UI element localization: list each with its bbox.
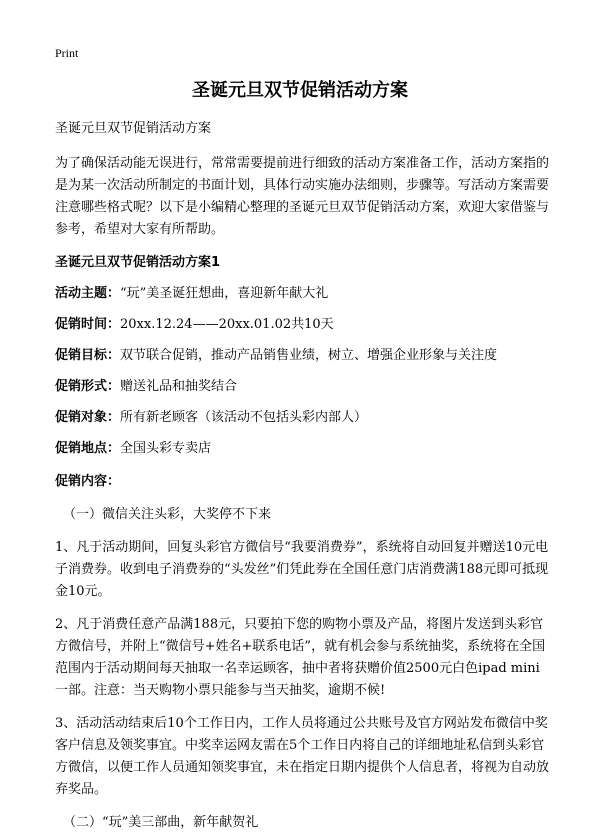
intro-paragraph: 为了确保活动能无误进行，常常需要提前进行细致的活动方案准备工作，活动方案指的是为某一次活动所制定的书面计划，具体行动实施办法细则，步骤等。写活动方案需要注意哪些格式呢？以下是小编精心整理的圣诞元旦双节促销活动方案，欢迎大家借鉴与参考，希望对大家有所帮助。 bbox=[55, 156, 550, 237]
field-label: 促销地点： bbox=[55, 441, 121, 456]
list-item: 1、凡于活动期间，回复头彩官方微信号“我要消费券”，系统将自动回复并赠送10元电子消费券。收到电子消费券的“头发丝”们凭此券在全国任意门店消费满188元即可抵现金10元。 bbox=[55, 540, 549, 599]
field-label: 促销对象： bbox=[55, 410, 121, 425]
field-time bbox=[55, 314, 550, 336]
plan-heading: 圣诞元旦双节促销活动方案1 bbox=[55, 255, 221, 270]
field-label: 促销目标： bbox=[55, 348, 121, 363]
page-title: 圣诞元旦双节促销活动方案 bbox=[192, 80, 408, 101]
field-form bbox=[55, 376, 550, 398]
field-label: 活动主题： bbox=[55, 286, 121, 301]
group-heading-2: （二）“玩”美三部曲，新年献贺礼 bbox=[63, 815, 259, 830]
field-value: “玩”美圣诞狂想曲，喜迎新年献大礼 bbox=[120, 286, 329, 301]
field-value: 20xx.12.24——20xx.01.02共10天 bbox=[120, 317, 334, 332]
field-value: 赠送礼品和抽奖结合 bbox=[120, 379, 238, 394]
field-value: 全国头彩专卖店 bbox=[120, 441, 212, 456]
field-label: 促销时间： bbox=[55, 317, 121, 332]
content-heading: 促销内容： bbox=[55, 474, 121, 489]
list-item: 3、活动活动结束后10个工作日内，工作人员将通过公共账号及官方网站发布微信中奖客户信息及领奖事宜。中奖幸运网友需在5个工作日内将自己的详细地址私信到头彩官方微信，以便工作人员通知领奖事宜，未在指定日期内提供个人信息者，将视为自动放弃奖品。 bbox=[55, 716, 550, 797]
field-audience bbox=[55, 407, 550, 429]
document-body bbox=[55, 112, 550, 834]
field-theme bbox=[55, 283, 550, 305]
field-goal bbox=[55, 345, 550, 367]
document-subtitle: 圣诞元旦双节促销活动方案 bbox=[55, 121, 212, 136]
print-link[interactable]: Print bbox=[55, 46, 79, 60]
group-heading-1: （一）微信关注头彩，大奖停不下来 bbox=[63, 507, 272, 522]
field-location bbox=[55, 438, 550, 460]
list-item: 2、凡于消费任意产品满188元，只要拍下您的购物小票及产品，将图片发送到头彩官方微信号，并附上“微信号+姓名+联系电话”，就有机会参与系统抽奖，系统将在全国范围内于活动期间每天抽取一名幸运顾客，抽中者将获赠价值2500元白色ipad mini 一部。注意：当天购物小票只能参与当天抽奖，逾期不候! bbox=[55, 617, 546, 698]
field-value: 双节联合促销，推动产品销售业绩，树立、增强企业形象与关注度 bbox=[120, 348, 498, 363]
field-value: 所有新老顾客（该活动不包括头彩内部人） bbox=[120, 410, 368, 425]
field-label: 促销形式： bbox=[55, 379, 121, 394]
